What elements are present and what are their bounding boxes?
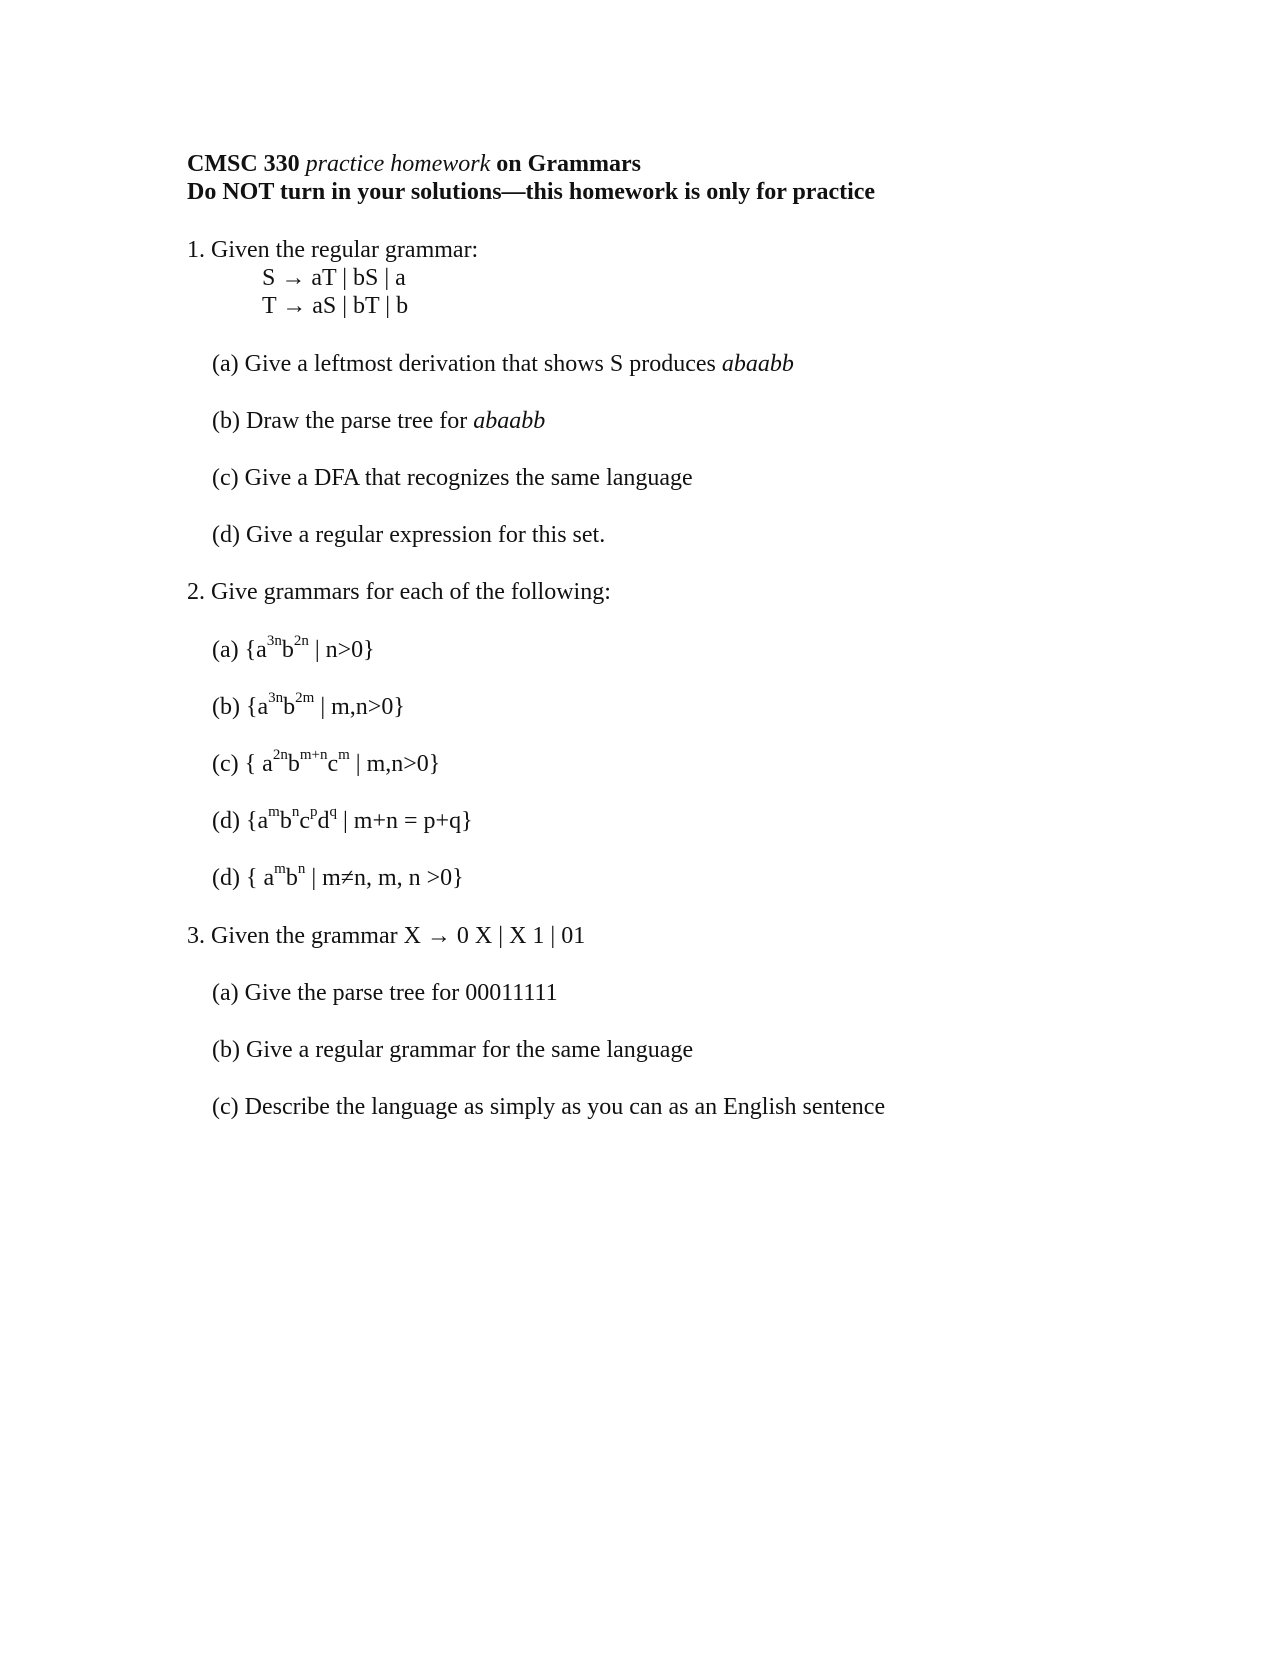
q2d-b: b (279, 808, 292, 834)
title-italic: practice homework (305, 151, 491, 177)
q2a-b: b (281, 637, 294, 663)
q1-part-b (212, 407, 545, 435)
q2b-exp1: 3n (268, 690, 284, 706)
course-code: CMSC 330 (187, 151, 300, 177)
q2e-pre: (d) { a (212, 865, 275, 891)
q1-intro: 1. Given the regular grammar: (187, 237, 479, 263)
q2e-post: | m≠n, m, n >0} (305, 865, 464, 891)
q1-part-c: (c) Give a DFA that recognizes the same language (212, 465, 693, 491)
q2c-pre: (c) { a (212, 751, 273, 777)
q2-part-c (212, 747, 441, 778)
title-topic: on Grammars (496, 151, 641, 177)
q2d-exp1: m (268, 804, 280, 820)
q3-intro: 3. Given the grammar X → 0 X | X 1 | 01 (187, 923, 586, 949)
q2-part-b (212, 690, 405, 721)
q2e-exp2: n (297, 861, 306, 877)
q2c-exp1: 2n (272, 747, 288, 763)
q2-part-a (212, 633, 375, 664)
q2c-c: c (327, 751, 339, 777)
q2a-exp1: 3n (266, 633, 282, 649)
q1-part-b-word: abaabb (473, 408, 546, 434)
q2-part-e (212, 861, 464, 892)
q2b-post: | m,n>0} (314, 694, 405, 720)
q2d-exp2: n (291, 804, 300, 820)
q1-rule-t: T → aS | bT | b (262, 293, 409, 319)
page-subtitle: Do NOT turn in your solutions—this homework is only for practice (187, 179, 876, 205)
q2b-pre: (b) {a (212, 694, 269, 720)
q2c-exp3: m (338, 747, 350, 763)
q2d-d: d (317, 808, 330, 834)
q1-part-a-word: abaabb (721, 351, 794, 377)
q2d-exp4: q (329, 804, 337, 820)
q2-part-d (212, 804, 473, 835)
q2-intro: 2. Give grammars for each of the following: (187, 579, 611, 605)
q1-part-a (212, 350, 794, 378)
q2b-exp2: 2m (295, 690, 315, 706)
q2d-post: | m+n = p+q} (336, 808, 473, 834)
q2c-b: b (287, 751, 300, 777)
q2a-exp2: 2n (293, 633, 309, 649)
q3-part-c: (c) Describe the language as simply as you can as an English sentence (212, 1094, 886, 1120)
q3-part-a: (a) Give the parse tree for 00011111 (212, 980, 558, 1006)
q2d-pre: (d) {a (212, 808, 269, 834)
q3-part-b: (b) Give a regular grammar for the same language (212, 1037, 694, 1063)
q2a-post: | n>0} (308, 637, 375, 663)
q2a-pre: (a) {a (212, 637, 267, 663)
q2c-exp2: m+n (299, 747, 328, 763)
page-title (187, 150, 641, 178)
q2d-exp3: p (309, 804, 318, 820)
q1-rule-s: S → aT | bS | a (262, 265, 406, 291)
q2d-c: c (299, 808, 310, 834)
q1-part-b-text: (b) Draw the parse tree for (212, 408, 474, 434)
q2c-post: | m,n>0} (349, 751, 441, 777)
q1-part-d: (d) Give a regular expression for this set. (212, 522, 606, 548)
q2b-b: b (283, 694, 296, 720)
q2e-exp1: m (274, 861, 286, 877)
q2e-b: b (285, 865, 298, 891)
q1-part-a-text: (a) Give a leftmost derivation that shows S produces (212, 351, 722, 377)
